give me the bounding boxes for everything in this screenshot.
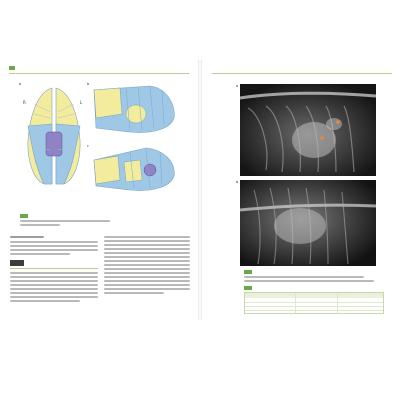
lung-diagram-dorsal [22, 84, 86, 188]
left-body-line [10, 276, 98, 278]
lung-lobes-lateral-left [94, 86, 174, 132]
table-header-row [245, 293, 383, 298]
left-body-line [10, 288, 98, 290]
radiograph-lateral [240, 84, 376, 176]
caption-line [20, 220, 110, 222]
caption-number-badge [244, 270, 252, 274]
book-gutter [198, 60, 202, 320]
label-R: R [23, 100, 26, 105]
caption-line [244, 276, 364, 278]
left-col2-line [104, 248, 190, 250]
radiograph-lateral-image [240, 84, 376, 176]
table-row-divider [245, 310, 383, 311]
left-body-line [10, 300, 80, 302]
label-L: L [80, 100, 83, 105]
radiograph-ventrodorsal-image [240, 180, 376, 266]
left-col2-line [104, 264, 190, 266]
left-col2-line [104, 284, 190, 286]
radiograph-a-label: a [236, 84, 239, 88]
left-col2-line [104, 280, 190, 282]
table-row-divider [245, 302, 383, 303]
figure-c-label: c [87, 144, 89, 148]
left-col2-line [104, 252, 190, 254]
left-body-line [10, 249, 98, 251]
left-col2-line [104, 276, 190, 278]
figure-a-label: a [19, 82, 22, 86]
left-body-line [10, 272, 98, 274]
section-rule [10, 268, 98, 269]
left-col2-line [104, 288, 190, 290]
section-heading-block [10, 260, 24, 266]
lung-diagram-lateral-left [90, 84, 180, 136]
left-col2-line [104, 260, 190, 262]
left-col2-line [104, 256, 190, 258]
left-body-line [10, 245, 98, 247]
left-col2-line [104, 236, 190, 238]
radiograph-b-label: b [236, 180, 239, 184]
left-col2-line [104, 240, 190, 242]
left-col2-line [104, 272, 190, 274]
left-body-line [10, 280, 98, 282]
lung-diagram-lateral-right [90, 146, 180, 194]
radiograph-ventrodorsal [240, 180, 376, 266]
left-body-line [10, 292, 98, 294]
left-body-line [10, 296, 98, 298]
left-col2-line [104, 268, 190, 270]
caption-line [244, 280, 374, 282]
left-body-line [10, 241, 98, 243]
right-header-rule [212, 73, 392, 74]
lung-lobes-dorsal [28, 88, 80, 184]
lung-pattern-table [244, 292, 384, 314]
left-col2-line [104, 244, 190, 246]
chapter-badge [9, 66, 15, 70]
caption-number-badge [20, 214, 28, 218]
left-body-line [10, 253, 70, 255]
left-col2-line [104, 292, 164, 294]
table-number-badge [244, 286, 252, 290]
left-subheading-bar [10, 236, 44, 238]
table-row-divider [245, 306, 383, 307]
figure-b-label: b [87, 82, 90, 86]
left-body-line [10, 284, 98, 286]
lung-lobes-lateral-right [94, 148, 174, 190]
left-header-rule [9, 73, 189, 74]
caption-line [20, 224, 60, 226]
